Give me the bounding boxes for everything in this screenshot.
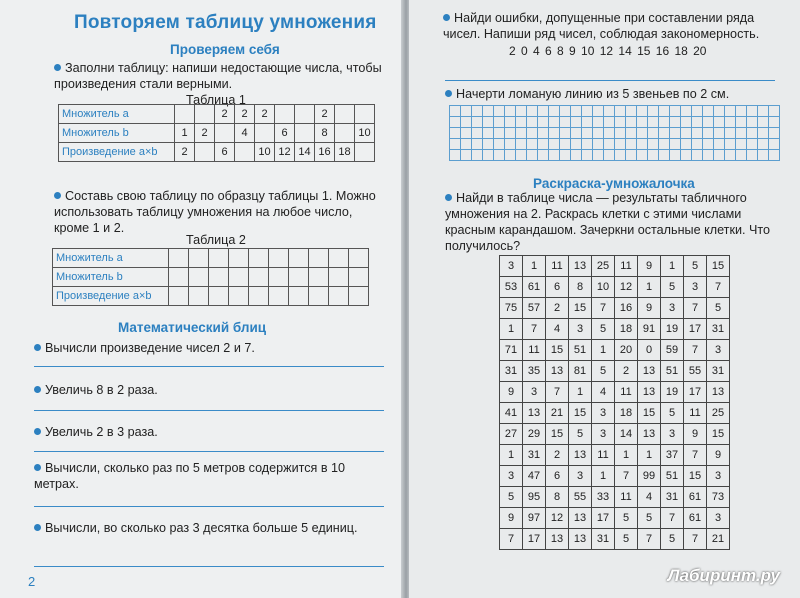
table-row xyxy=(59,124,375,143)
grid-cell[interactable]: 25 xyxy=(592,256,615,277)
grid-cell[interactable]: 4 xyxy=(546,319,569,340)
row-label: Произведение a×b xyxy=(53,287,169,306)
grid-cell[interactable]: 15 xyxy=(569,298,592,319)
grid-cell[interactable]: 37 xyxy=(661,445,684,466)
grid-cell[interactable]: 0 xyxy=(638,340,661,361)
table-cell[interactable]: 10 xyxy=(255,143,275,162)
table-cell[interactable] xyxy=(329,249,349,268)
grid-cell[interactable]: 61 xyxy=(523,277,546,298)
grid-cell[interactable]: 35 xyxy=(523,361,546,382)
grid-cell[interactable]: 47 xyxy=(523,466,546,487)
answer-line xyxy=(445,80,775,81)
squared-drawing-area xyxy=(449,105,780,161)
table-cell[interactable]: 8 xyxy=(315,124,335,143)
grid-cell[interactable]: 31 xyxy=(592,529,615,550)
table-cell[interactable]: 2 xyxy=(215,105,235,124)
grid-cell[interactable]: 29 xyxy=(523,424,546,445)
grid-cell[interactable]: 1 xyxy=(592,466,615,487)
table-cell[interactable] xyxy=(309,249,329,268)
table-1 xyxy=(58,104,375,162)
blitz-question xyxy=(34,424,384,440)
grid-cell[interactable]: 9 xyxy=(500,382,523,403)
table-cell[interactable] xyxy=(295,124,315,143)
grid-cell[interactable]: 11 xyxy=(546,256,569,277)
grid-cell[interactable]: 15 xyxy=(569,403,592,424)
grid-cell[interactable]: 7 xyxy=(661,508,684,529)
bullet-icon xyxy=(445,90,452,97)
row-label: Множитель b xyxy=(53,268,169,287)
bullet-icon xyxy=(54,192,61,199)
grid-cell[interactable]: 3 xyxy=(684,277,707,298)
table-row xyxy=(53,287,369,306)
blitz-question-text: Вычисли, во сколько раз 3 десятка больше 5 единиц. xyxy=(45,521,358,535)
grid-cell[interactable]: 3 xyxy=(661,298,684,319)
grid-row xyxy=(500,277,730,298)
coloring-task: Найди в таблице числа — результаты табличного умножения на 2. Раскрась клетки с этими числами красным карандашом. Зачеркни остальные клетки. Что получилось? xyxy=(445,191,771,253)
table-cell[interactable] xyxy=(355,143,375,162)
grid-cell[interactable]: 3 xyxy=(592,424,615,445)
grid-cell[interactable]: 19 xyxy=(661,319,684,340)
grid-cell[interactable]: 21 xyxy=(707,529,730,550)
grid-cell[interactable]: 5 xyxy=(569,424,592,445)
grid-row xyxy=(500,508,730,529)
grid-row xyxy=(500,466,730,487)
table-cell[interactable] xyxy=(335,124,355,143)
grid-cell[interactable]: 13 xyxy=(707,382,730,403)
page-title: Повторяем таблицу умножения xyxy=(74,12,377,33)
grid-cell[interactable]: 91 xyxy=(638,319,661,340)
grid-cell[interactable]: 18 xyxy=(615,319,638,340)
table-cell[interactable] xyxy=(289,287,309,306)
grid-cell[interactable]: 1 xyxy=(500,445,523,466)
grid-cell[interactable]: 15 xyxy=(707,424,730,445)
table-cell[interactable]: 2 xyxy=(175,143,195,162)
grid-cell[interactable]: 11 xyxy=(615,382,638,403)
task-2: Составь свою таблицу по образцу таблицы 1. Можно использовать таблицу умножения на любое число, кроме 1 и 2. xyxy=(54,189,376,235)
bullet-icon xyxy=(34,428,41,435)
grid-cell[interactable]: 20 xyxy=(615,340,638,361)
grid-cell[interactable]: 2 xyxy=(546,445,569,466)
grid-cell[interactable]: 3 xyxy=(707,508,730,529)
grid-cell[interactable]: 95 xyxy=(523,487,546,508)
grid-cell[interactable]: 11 xyxy=(523,340,546,361)
grid-cell[interactable]: 31 xyxy=(707,319,730,340)
grid-cell[interactable]: 9 xyxy=(638,298,661,319)
grid-cell[interactable]: 81 xyxy=(569,361,592,382)
grid-row xyxy=(500,403,730,424)
grid-cell[interactable]: 7 xyxy=(638,529,661,550)
table-cell[interactable] xyxy=(355,105,375,124)
grid-cell[interactable]: 12 xyxy=(615,277,638,298)
grid-cell[interactable]: 7 xyxy=(684,340,707,361)
grid-cell[interactable]: 9 xyxy=(707,445,730,466)
table-cell[interactable] xyxy=(235,143,255,162)
grid-cell[interactable]: 5 xyxy=(615,529,638,550)
grid-cell[interactable]: 7 xyxy=(684,445,707,466)
blitz-question-text: Увеличь 2 в 3 раза. xyxy=(45,425,158,439)
grid-cell[interactable]: 59 xyxy=(661,340,684,361)
grid-cell[interactable]: 5 xyxy=(615,508,638,529)
grid-cell[interactable]: 17 xyxy=(684,382,707,403)
grid-cell[interactable]: 11 xyxy=(615,256,638,277)
grid-cell[interactable]: 7 xyxy=(615,466,638,487)
grid-cell[interactable]: 3 xyxy=(592,403,615,424)
bullet-icon xyxy=(34,524,41,531)
table-cell[interactable]: 6 xyxy=(275,124,295,143)
table-cell[interactable] xyxy=(349,268,369,287)
grid-cell[interactable]: 10 xyxy=(592,277,615,298)
grid-cell[interactable]: 33 xyxy=(592,487,615,508)
grid-cell[interactable]: 5 xyxy=(592,319,615,340)
grid-cell[interactable]: 19 xyxy=(661,382,684,403)
grid-cell[interactable]: 3 xyxy=(569,466,592,487)
grid-cell[interactable]: 5 xyxy=(661,529,684,550)
table-cell[interactable]: 4 xyxy=(235,124,255,143)
table-cell[interactable] xyxy=(269,268,289,287)
grid-cell[interactable]: 7 xyxy=(523,319,546,340)
row-label: Множитель b xyxy=(59,124,175,143)
grid-cell[interactable]: 31 xyxy=(523,445,546,466)
grid-cell[interactable]: 4 xyxy=(638,487,661,508)
grid-cell[interactable]: 13 xyxy=(569,529,592,550)
table-cell[interactable] xyxy=(169,287,189,306)
table-cell[interactable] xyxy=(335,105,355,124)
grid-cell[interactable]: 7 xyxy=(500,529,523,550)
grid-cell[interactable]: 15 xyxy=(546,340,569,361)
grid-cell[interactable]: 15 xyxy=(707,256,730,277)
grid-cell[interactable]: 27 xyxy=(500,424,523,445)
grid-cell[interactable]: 4 xyxy=(592,382,615,403)
grid-cell[interactable]: 3 xyxy=(661,424,684,445)
grid-cell[interactable]: 7 xyxy=(546,382,569,403)
bullet-icon xyxy=(443,14,450,21)
grid-cell[interactable]: 55 xyxy=(569,487,592,508)
table-cell[interactable]: 2 xyxy=(235,105,255,124)
grid-cell[interactable]: 3 xyxy=(500,466,523,487)
table-cell[interactable] xyxy=(349,287,369,306)
table-cell[interactable]: 10 xyxy=(355,124,375,143)
grid-cell[interactable]: 21 xyxy=(546,403,569,424)
grid-cell[interactable]: 3 xyxy=(569,319,592,340)
table-cell[interactable] xyxy=(229,287,249,306)
grid-cell[interactable]: 13 xyxy=(546,361,569,382)
task-polyline: Начерти ломаную линию из 5 звеньев по 2 см. xyxy=(445,86,729,102)
blitz-question xyxy=(34,460,384,492)
grid-cell[interactable]: 5 xyxy=(638,508,661,529)
grid-cell[interactable]: 3 xyxy=(523,382,546,403)
grid-cell[interactable]: 13 xyxy=(569,508,592,529)
grid-cell[interactable]: 3 xyxy=(707,466,730,487)
blitz-heading: Математический блиц xyxy=(118,320,267,335)
table1-caption: Таблица 1 xyxy=(186,93,246,107)
answer-line[interactable] xyxy=(34,366,384,367)
grid-cell[interactable]: 51 xyxy=(661,361,684,382)
grid-row xyxy=(500,382,730,403)
blitz-question xyxy=(34,382,384,398)
grid-row xyxy=(500,319,730,340)
grid-cell[interactable]: 31 xyxy=(500,361,523,382)
table2-caption: Таблица 2 xyxy=(186,233,246,247)
task-1: Заполни таблицу: напиши недостающие числа, чтобы произведения стали верными. xyxy=(54,61,382,91)
grid-cell[interactable]: 6 xyxy=(546,466,569,487)
row-label: Множитель a xyxy=(53,249,169,268)
grid-cell[interactable]: 8 xyxy=(546,487,569,508)
grid-cell[interactable]: 3 xyxy=(707,340,730,361)
table-cell[interactable] xyxy=(329,268,349,287)
answer-line[interactable] xyxy=(34,451,384,452)
table-cell[interactable] xyxy=(269,287,289,306)
watermark-logo: Лабиринт.ру xyxy=(667,566,780,585)
grid-cell[interactable]: 18 xyxy=(615,403,638,424)
task-errors: Найди ошибки, допущенные при составлении ряда чисел. Напиши ряд чисел, соблюдая закономерность. xyxy=(443,11,760,41)
grid-cell[interactable]: 16 xyxy=(615,298,638,319)
grid-cell[interactable]: 9 xyxy=(500,508,523,529)
grid-cell[interactable]: 7 xyxy=(684,298,707,319)
table-cell[interactable] xyxy=(269,249,289,268)
grid-cell[interactable]: 14 xyxy=(615,424,638,445)
grid-cell[interactable]: 13 xyxy=(546,529,569,550)
grid-cell[interactable]: 7 xyxy=(707,277,730,298)
table-cell[interactable] xyxy=(189,268,209,287)
grid-row xyxy=(500,298,730,319)
grid-cell[interactable]: 3 xyxy=(500,256,523,277)
table-cell[interactable] xyxy=(249,287,269,306)
grid-cell[interactable]: 12 xyxy=(546,508,569,529)
grid-row xyxy=(500,487,730,508)
table-cell[interactable] xyxy=(195,143,215,162)
table-cell[interactable] xyxy=(249,268,269,287)
row-label: Множитель a xyxy=(59,105,175,124)
grid-cell[interactable]: 57 xyxy=(523,298,546,319)
table-cell[interactable]: 18 xyxy=(335,143,355,162)
grid-cell[interactable]: 17 xyxy=(523,529,546,550)
table-cell[interactable]: 6 xyxy=(215,143,235,162)
table-cell[interactable] xyxy=(189,249,209,268)
grid-cell[interactable]: 1 xyxy=(661,256,684,277)
grid-row xyxy=(500,256,730,277)
grid-row xyxy=(500,424,730,445)
grid-cell[interactable]: 1 xyxy=(615,445,638,466)
grid-cell[interactable]: 2 xyxy=(546,298,569,319)
table-cell[interactable] xyxy=(289,249,309,268)
bullet-icon xyxy=(54,64,61,71)
table-cell[interactable] xyxy=(169,249,189,268)
table-cell[interactable] xyxy=(309,268,329,287)
grid-row xyxy=(500,361,730,382)
coloring-grid xyxy=(499,255,730,550)
grid-cell[interactable]: 11 xyxy=(684,403,707,424)
table-cell[interactable]: 14 xyxy=(295,143,315,162)
answer-line[interactable] xyxy=(34,410,384,411)
grid-cell[interactable]: 51 xyxy=(569,340,592,361)
bullet-icon xyxy=(445,194,452,201)
grid-cell[interactable]: 15 xyxy=(684,466,707,487)
grid-cell[interactable]: 1 xyxy=(592,340,615,361)
table-cell[interactable] xyxy=(229,249,249,268)
table-cell[interactable] xyxy=(249,249,269,268)
table-cell[interactable] xyxy=(189,287,209,306)
grid-cell[interactable]: 75 xyxy=(500,298,523,319)
table-cell[interactable] xyxy=(209,287,229,306)
bullet-icon xyxy=(34,344,41,351)
number-sequence: 2 0 4 6 8 9 10 12 14 15 16 18 20 xyxy=(509,44,707,58)
table-cell[interactable]: 2 xyxy=(315,105,335,124)
table-cell[interactable] xyxy=(295,105,315,124)
table-cell[interactable]: 2 xyxy=(255,105,275,124)
grid-cell[interactable]: 99 xyxy=(638,466,661,487)
grid-cell[interactable]: 5 xyxy=(500,487,523,508)
table-cell[interactable] xyxy=(215,124,235,143)
table-row xyxy=(53,268,369,287)
table-cell[interactable]: 12 xyxy=(275,143,295,162)
table-cell[interactable] xyxy=(255,124,275,143)
coloring-heading: Раскраска-умножалочка xyxy=(533,176,695,191)
grid-cell[interactable]: 71 xyxy=(500,340,523,361)
grid-cell[interactable]: 7 xyxy=(592,298,615,319)
grid-cell[interactable]: 55 xyxy=(684,361,707,382)
table-cell[interactable] xyxy=(195,105,215,124)
grid-cell[interactable]: 6 xyxy=(546,277,569,298)
grid-cell[interactable]: 9 xyxy=(638,256,661,277)
grid-cell[interactable]: 1 xyxy=(569,382,592,403)
grid-cell[interactable]: 51 xyxy=(661,466,684,487)
grid-cell[interactable]: 97 xyxy=(523,508,546,529)
table-cell[interactable] xyxy=(309,287,329,306)
grid-cell[interactable]: 31 xyxy=(661,487,684,508)
check-heading: Проверяем себя xyxy=(170,42,280,57)
grid-cell[interactable]: 13 xyxy=(638,424,661,445)
table-row xyxy=(59,143,375,162)
table-cell[interactable] xyxy=(289,268,309,287)
bullet-icon xyxy=(34,464,41,471)
grid-cell[interactable]: 7 xyxy=(684,529,707,550)
table-2 xyxy=(52,248,369,306)
grid-cell[interactable]: 9 xyxy=(684,424,707,445)
grid-cell[interactable]: 13 xyxy=(569,445,592,466)
grid-cell[interactable]: 13 xyxy=(523,403,546,424)
table-cell[interactable] xyxy=(229,268,249,287)
table-cell[interactable] xyxy=(169,268,189,287)
grid-cell[interactable]: 25 xyxy=(707,403,730,424)
table-cell[interactable] xyxy=(209,268,229,287)
grid-cell[interactable]: 5 xyxy=(661,277,684,298)
grid-cell[interactable]: 1 xyxy=(500,319,523,340)
grid-cell[interactable]: 73 xyxy=(707,487,730,508)
grid-cell[interactable]: 13 xyxy=(638,361,661,382)
grid-cell[interactable]: 41 xyxy=(500,403,523,424)
grid-row xyxy=(500,445,730,466)
table-row xyxy=(59,105,375,124)
grid-cell[interactable]: 15 xyxy=(546,424,569,445)
table-cell[interactable] xyxy=(275,105,295,124)
table-cell[interactable] xyxy=(209,249,229,268)
grid-cell[interactable]: 1 xyxy=(638,445,661,466)
grid-cell[interactable]: 13 xyxy=(638,382,661,403)
grid-cell[interactable]: 5 xyxy=(684,256,707,277)
grid-cell[interactable]: 5 xyxy=(592,361,615,382)
bullet-icon xyxy=(34,386,41,393)
right-page xyxy=(409,0,800,598)
row-label: Произведение a×b xyxy=(59,143,175,162)
blitz-question xyxy=(34,520,384,536)
grid-cell[interactable]: 8 xyxy=(569,277,592,298)
blitz-question-text: Увеличь 8 в 2 раза. xyxy=(45,383,158,397)
table-cell[interactable]: 16 xyxy=(315,143,335,162)
grid-cell[interactable]: 31 xyxy=(707,361,730,382)
grid-cell[interactable]: 1 xyxy=(523,256,546,277)
table-cell[interactable] xyxy=(329,287,349,306)
grid-cell[interactable]: 17 xyxy=(592,508,615,529)
table-cell[interactable]: 1 xyxy=(175,124,195,143)
grid-cell[interactable]: 1 xyxy=(638,277,661,298)
grid-cell[interactable]: 13 xyxy=(569,256,592,277)
grid-cell[interactable]: 5 xyxy=(661,403,684,424)
blitz-question-text: Вычисли произведение чисел 2 и 7. xyxy=(45,341,255,355)
blitz-question xyxy=(34,340,384,356)
grid-row xyxy=(500,340,730,361)
table-cell[interactable] xyxy=(349,249,369,268)
grid-cell[interactable]: 61 xyxy=(684,508,707,529)
page-number: 2 xyxy=(28,574,36,589)
table-cell[interactable]: 2 xyxy=(195,124,215,143)
table-row xyxy=(53,249,369,268)
grid-cell[interactable]: 17 xyxy=(684,319,707,340)
grid-cell[interactable]: 11 xyxy=(592,445,615,466)
grid-cell[interactable]: 61 xyxy=(684,487,707,508)
grid-cell[interactable]: 2 xyxy=(615,361,638,382)
blitz-question-text: Вычисли, сколько раз по 5 метров содержится в 10 метрах. xyxy=(34,461,346,491)
answer-line[interactable] xyxy=(34,506,384,507)
answer-line[interactable] xyxy=(34,566,384,567)
grid-cell[interactable]: 11 xyxy=(615,487,638,508)
grid-cell[interactable]: 5 xyxy=(707,298,730,319)
grid-cell[interactable]: 15 xyxy=(638,403,661,424)
grid-cell[interactable]: 53 xyxy=(500,277,523,298)
grid-row xyxy=(500,529,730,550)
table-cell[interactable] xyxy=(175,105,195,124)
